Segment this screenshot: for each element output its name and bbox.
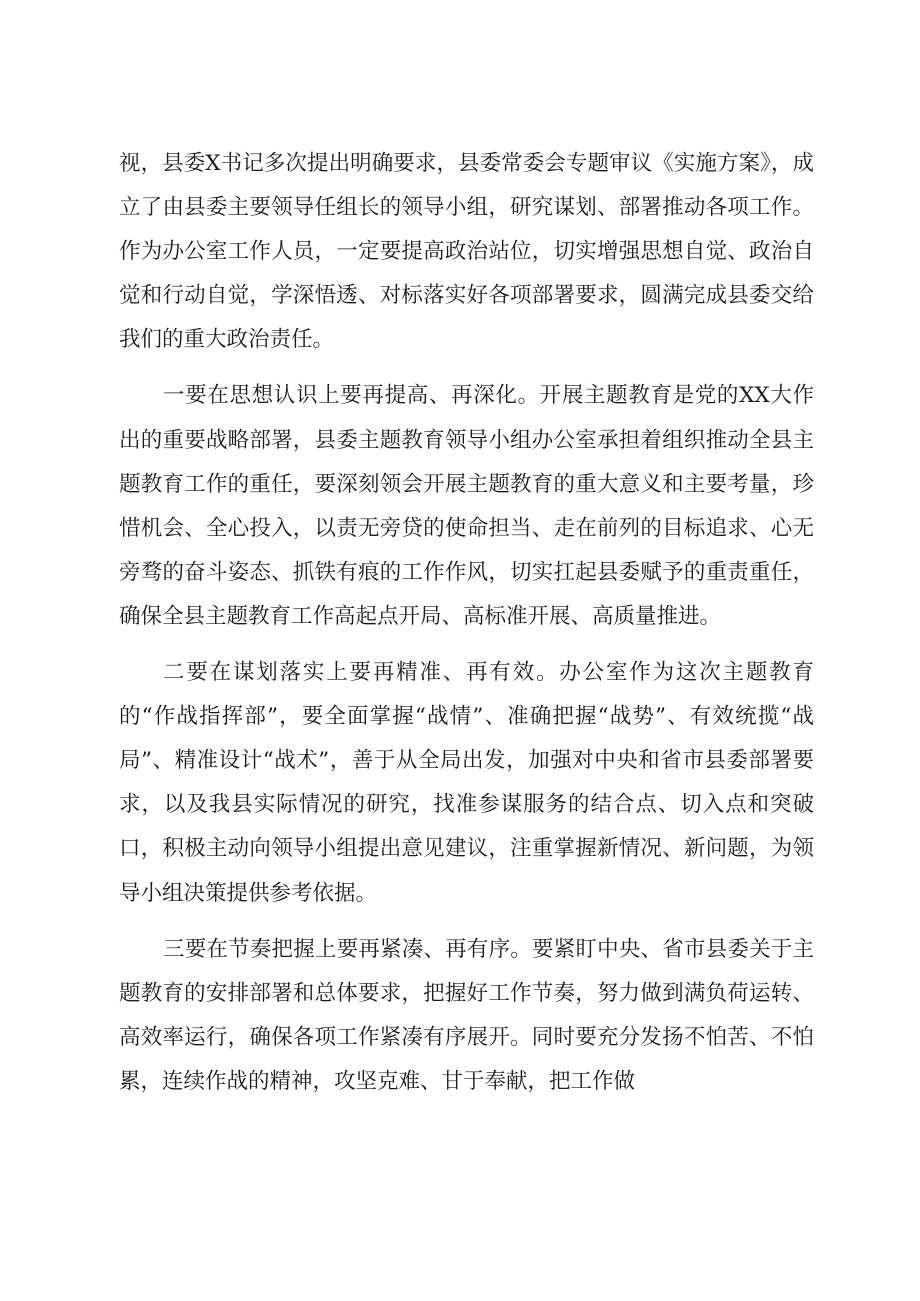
paragraph-point-two: 二要在谋划落实上要再精准、再有效。办公室作为这次主题教育的“作战指挥部”，要全面掌握“战情”、准确把握“战势”、有效统揽“战局”、精准设计“战术”，善于从全局出发，加强对中央和省市县委部署要求，以及我县实际情况的研究，找准参谋服务的结合点、切入点和突破口，积极主动向领导小组提出意见建议，注重掌握新情况、新问题，为领导小组决策提供参考依据。	[119, 660, 814, 906]
paragraph-point-three: 三要在节奏把握上要再紧凑、再有序。要紧盯中央、省市县委关于主题教育的安排部署和总体要求，把握好工作节奏，努力做到满负荷运转、高效率运行，确保各项工作紧凑有序展开。同时要充分发扬不怕苦、不怕累，连续作战的精神，攻坚克难、甘于奉献，把工作做	[119, 936, 814, 1094]
paragraph-continuation: 视，县委X书记多次提出明确要求，县委常委会专题审议《实施方案》，成立了由县委主要领导任组长的领导小组，研究谋划、部署推动各项工作。作为办公室工作人员，一定要提高政治站位，切实增强思想自觉、政治自觉和行动自觉，学深悟透、对标落实好各项部署要求，圆满完成县委交给我们的重大政治责任。	[119, 151, 814, 353]
document-body	[119, 142, 814, 1116]
paragraph-point-one: 一要在思想认识上要再提高、再深化。开展主题教育是党的XX大作出的重要战略部署，县委主题教育领导小组办公室承担着组织推动全县主题教育工作的重任，要深刻领会开展主题教育的重大意义和主要考量，珍惜机会、全心投入，以责无旁贷的使命担当、走在前列的目标追求、心无旁骛的奋斗姿态、抓铁有痕的工作作风，切实扛起县委赋予的重责重任，确保全县主题教育工作高起点开局、高标准开展、高质量推进。	[119, 383, 814, 629]
